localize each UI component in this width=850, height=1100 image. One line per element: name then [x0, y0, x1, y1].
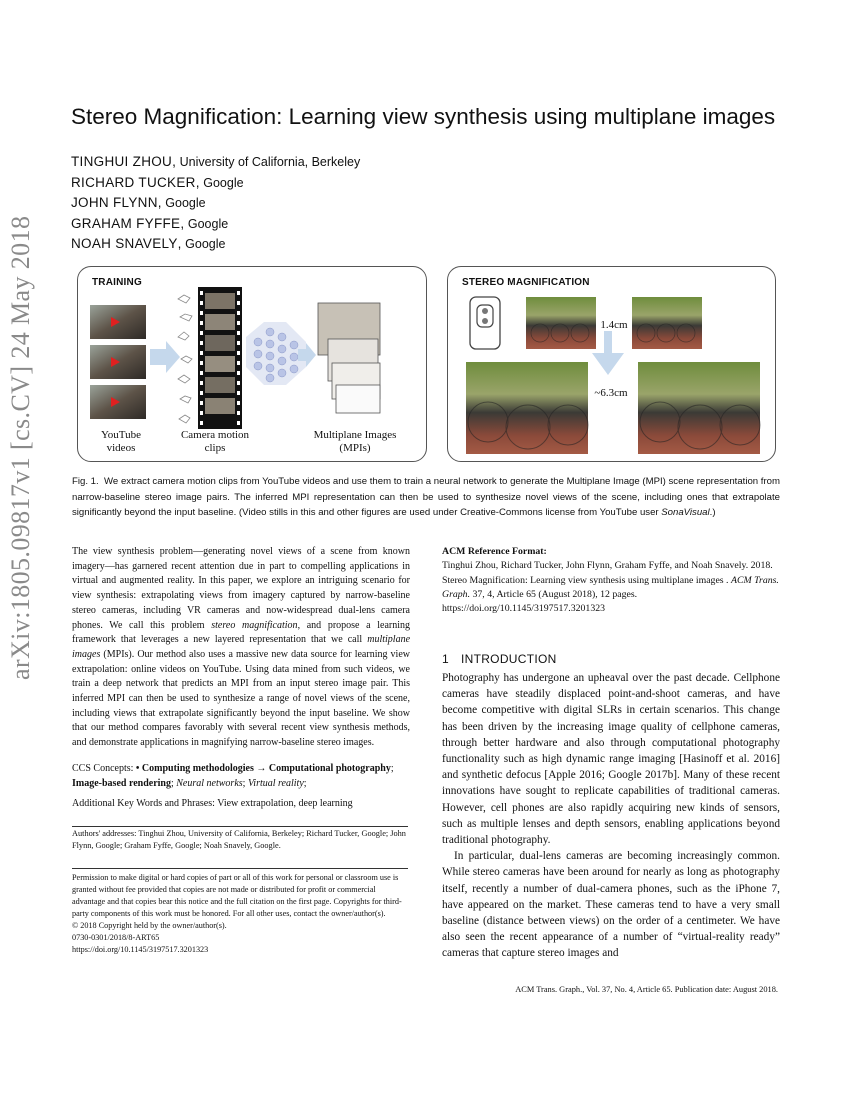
author-affiliation: University of California, Berkeley	[179, 155, 361, 169]
camera-clips-label: Camera motion clips	[180, 429, 250, 454]
author-name: JOHN FLYNN	[71, 195, 158, 211]
author-addresses: Authors' addresses: Tinghui Zhou, University of California, Berkeley; Richard Tucker, Google; John Flynn, Google; Graham Fyffe, Google; Noah Snavely, Google.	[72, 829, 406, 850]
author-affiliation: Google	[187, 216, 229, 231]
camera-path-sketches	[178, 295, 192, 423]
output-right-image	[638, 362, 760, 454]
author-item: TINGHUI ZHOU, University of California, Berkeley	[71, 154, 361, 169]
abstract	[72, 545, 410, 751]
ccs-concept: • Computing methodologies → Computational photography	[135, 763, 391, 774]
reference-text: 37, 4, Article 65 (August 2018), 12 pages. https://doi.org/10.1145/3197517.3201323	[442, 588, 638, 615]
author-name: TINGHUI ZHOU	[71, 154, 173, 169]
ccs-concept: Virtual reality	[247, 777, 304, 789]
divider	[72, 868, 408, 869]
doi-link[interactable]: https://doi.org/10.1145/3197517.3201323	[72, 945, 209, 954]
training-label: TRAINING	[92, 277, 142, 288]
keywords: Additional Key Words and Phrases: View extrapolation, deep learning	[72, 798, 353, 809]
abstract-emphasis: stereo magnification	[211, 619, 298, 631]
section-title: INTRODUCTION	[460, 652, 557, 666]
author-affiliation: Google	[203, 175, 244, 190]
caption-text: We extract camera motion clips from YouTube videos and use them to train a neural network to generate the Multiplane Image (MPI) scene representation from narrow-baseline stereo image pairs. The inferred MPI representation can then be used to synthesize novel views of the scene, including ones that extrapolate significantly beyond the input baseline. (Video stills in this and other figures are used under Creative-Commons license from YouTube user	[72, 476, 780, 518]
author-item: JOHN FLYNN, Google	[71, 195, 206, 211]
training-panel	[77, 266, 427, 462]
reference-journal: ACM Trans. Graph.	[442, 574, 779, 600]
phone-icon	[470, 297, 500, 349]
page-footer: ACM Trans. Graph., Vol. 37, No. 4, Article 65. Publication date: August 2018.	[515, 985, 778, 994]
stereo-magnification-panel	[447, 266, 776, 462]
abstract-text: The view synthesis problem—generating novel views of a scene from known imagery—has garnered recent attention due in part to compelling applications in virtual and augmented reality. In this paper, we explore an intriguing scenario for view synthesis: extrapolating views from imagery captured by narrow-baseline stereo cameras, including VR cameras and now-widespread dual-lens camera phones. We call this problem	[72, 546, 410, 631]
baseline-large-label: ~6.3cm	[594, 387, 628, 399]
neural-network-icon	[246, 322, 306, 385]
stereo-diagram	[448, 267, 777, 463]
ccs-label: CCS Concepts:	[72, 763, 134, 774]
figure-caption	[72, 474, 780, 521]
author-item: NOAH SNAVELY, Google	[71, 236, 226, 252]
issn: 0730-0301/2018/8-ART65	[72, 933, 160, 942]
ccs-concepts: CCS Concepts: • Computing methodologies → Computational photography; Image-based rendering; Neural networks; Virtual reality;	[72, 763, 394, 789]
baseline-small-label: 1.4cm	[600, 319, 628, 331]
abstract-text: , and propose a learning framework that leverages a new layered representation that we call	[72, 619, 411, 646]
arxiv-stamp: arXiv:1805.09817v1 [cs.CV] 24 May 2018	[6, 215, 35, 680]
author-item: GRAHAM FYFFE, Google	[71, 215, 229, 231]
film-strip	[198, 287, 242, 429]
arrow-icon	[150, 341, 180, 373]
mpi-layers	[318, 303, 380, 413]
paper-title: Stereo Magnification: Learning view synthesis using multiplane images	[71, 104, 776, 129]
divider	[72, 826, 408, 827]
permission-text: Permission to make digital or hard copies of part or all of this work for personal or classroom use is granted without fee provided that copies are not made or distributed for profit or commercial advantage and that copies bear this notice and the full citation on the first page. Copyrights for third-party components of this work must be honored. For all other uses, contact the owner/author(s).	[72, 873, 402, 918]
figure-number: Fig. 1.	[72, 476, 99, 487]
youtube-thumbnails	[90, 305, 146, 419]
abstract-text: (MPIs). Our method also uses a massive new data source for learning view extrapolation: online videos on YouTube. Using data mined from such videos, we train a deep network that predicts an MPI from an input stereo image pair. This inferred MPI can then be used to synthesize a range of novel views of the scene, including views that extrapolate significantly beyond the input baseline. We show that our method compares favorably with several recent view synthesis methods, and demonstrate applications in magnifying narrow-baseline stereo images.	[72, 648, 410, 749]
paragraph: Photography has undergone an upheaval over the past decade. Cellphone cameras have steadily displaced point-and-shoot cameras, and have become competitive with digital SLRs in certain scenarios. This change has been driven by the increasing image quality of cellphone cameras, through better hardware and also through computational photography functionality such as high dynamic range imaging [Hasinoff et al. 2016] and synthetic defocus [Apple 2016; Google 2017b]. Many of these recent innovations have sought to replicate capabilities of traditional cameras. However, cell phones are also rapidly acquiring new kinds of sensors, such as multiple lenses and depth sensors, enabling applications beyond traditional photography.	[442, 672, 780, 847]
arrow-icon	[592, 331, 624, 375]
section-number: 1	[442, 652, 449, 666]
output-left-image	[466, 362, 588, 454]
permission-notice	[72, 872, 410, 956]
author-name: GRAHAM FYFFE	[71, 215, 181, 231]
introduction-text	[442, 670, 780, 962]
author-name: RICHARD TUCKER	[71, 174, 196, 190]
author-name: NOAH SNAVELY	[71, 236, 178, 252]
author-list	[71, 152, 571, 255]
author-affiliation: Google	[185, 237, 226, 252]
reference-label: ACM Reference Format:	[442, 546, 547, 557]
youtube-videos-label: YouTube videos	[100, 429, 142, 454]
ccs-concept: Image-based rendering	[72, 777, 171, 789]
paragraph: In particular, dual-lens cameras are becoming increasingly common. While stereo cameras have been around for nearly as long as photography itself, recently a number of dual-camera phones, such as the iPhone 7, have appeared on the market. These cameras tend to have a very small baseline (distance between views) on the order of a centimeter. We have also seen the recent appearance of a number of “virtual-reality ready” cameras that capture stereo images and	[442, 850, 780, 960]
ccs-concept: Neural networks	[176, 777, 243, 789]
reference-text: Tinghui Zhou, Richard Tucker, John Flynn, Graham Fyffe, and Noah Snavely. 2018. Stereo Magnification: Learning view synthesis using multiplane images .	[442, 560, 773, 586]
author-affiliation: Google	[165, 196, 206, 211]
stereo-label: STEREO MAGNIFICATION	[462, 277, 590, 288]
abstract-emphasis: multiplane images	[72, 634, 411, 660]
caption-user: SonaVisual	[661, 507, 710, 518]
mpi-label: Multiplane Images (MPIs)	[313, 429, 397, 454]
copyright: © 2018 Copyright held by the owner/author(s).	[72, 921, 227, 930]
caption-end: .)	[709, 507, 716, 518]
author-item: RICHARD TUCKER, Google	[71, 174, 244, 190]
acm-reference-format	[442, 545, 780, 616]
section-heading	[442, 652, 780, 666]
